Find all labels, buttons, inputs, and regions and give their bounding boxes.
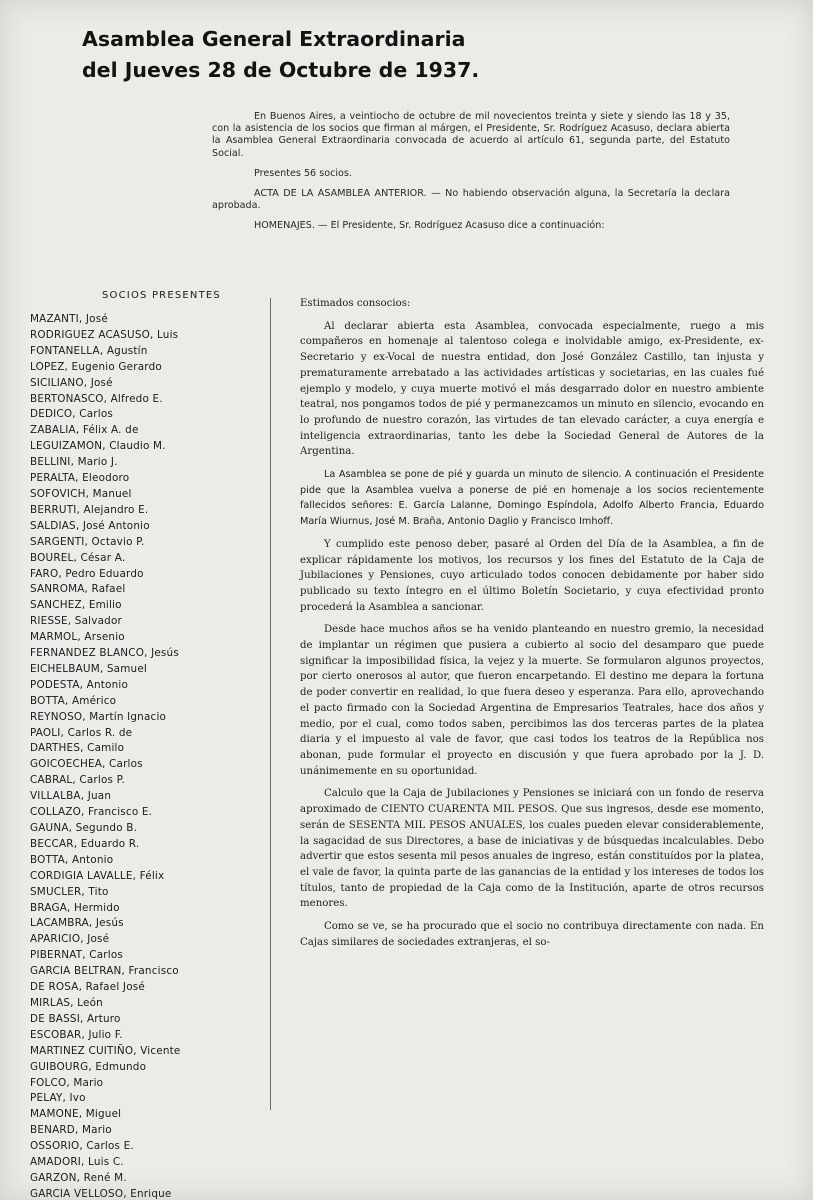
member-name: BERRUTI, Alejandro E. — [30, 503, 149, 516]
member-name: FERNANDEZ BLANCO, Jesús — [30, 647, 179, 660]
member-name: PERALTA, Eleodoro — [30, 472, 130, 485]
member-name: GARZON, René M. — [30, 1171, 127, 1184]
intro-paragraph-opening: En Buenos Aires, a veintiocho de octubre de mil novecientos treinta y siete y siendo las 18 y 35, con la asistencia de los socios que firman al márgen, el Presidente, Sr. Rodríguez Acasuso, declara abierta la Asamblea General Extraordinaria convocada de acuerdo al artículo 61, segunda parte, del Estatuto Social. — [212, 111, 730, 159]
member-name: SMUCLER, Tito — [30, 885, 109, 898]
members-header: SOCIOS PRESENTES — [102, 290, 221, 301]
member-name: MARTINEZ CUITIÑO, Vicente — [30, 1044, 181, 1057]
member-name: BENARD, Mario — [30, 1124, 112, 1137]
member-name: BOUREL, César A. — [30, 551, 126, 564]
member-name: PODESTA, Antonio — [30, 678, 129, 691]
member-name: PELAY, Ivo — [30, 1092, 86, 1105]
member-name: LOPEZ, Eugenio Gerardo — [30, 360, 162, 373]
member-name: REYNOSO, Martín Ignacio — [30, 710, 167, 723]
member-name: BELLINI, Mario J. — [30, 456, 118, 469]
member-name: VILLALBA, Juan — [30, 790, 112, 803]
member-name: FONTANELLA, Agustín — [30, 344, 148, 357]
member-name: OSSORIO, Carlos E. — [30, 1140, 134, 1153]
member-name: CABRAL, Carlos P. — [30, 774, 125, 787]
member-name: SICILIANO, José — [30, 376, 113, 389]
member-name: APARICIO, José — [30, 933, 110, 946]
members-list — [30, 312, 270, 1200]
member-name: SANCHEZ, Emilio — [30, 599, 122, 612]
member-name: DARTHES, Camilo — [30, 742, 125, 755]
member-name: DE BASSI, Arturo — [30, 1012, 121, 1025]
member-name: LACAMBRA, Jesús — [30, 917, 124, 930]
member-name: MIRLAS, León — [30, 996, 103, 1009]
speech-paragraph-1: Al declarar abierta esta Asamblea, convocada especialmente, ruego a mis compañeros en homenaje al talentoso colega e inolvidable amigo, ex-Presidente, ex-Secretario y ex-Vocal de nuestra entidad, don José González Castillo, tan injusta y prematuramente arrebatado a las actividades artísticas y societarias, en las cuales fué ejemplo y modelo, y cuya muerte motivó el más desgarrado dolor en nuestro ambiente teatral, nos pongamos todos de pié y permanezcamos un minuto en silencio, evocando en lo profundo de nuestro corazón, las virtudes de tan elevado carácter, a cuya energía e inteligencia extraordinarias, tanto les debe la Sociedad General de Autores de la Argentina. — [300, 320, 764, 458]
speech-paragraph-2: La Asamblea se pone de pié y guarda un minuto de silencio. A continuación el Presidente pide que la Asamblea vuelva a ponerse de pié en homenaje a los socios recientemente fallecidos señores: E. García Lalanne, Domingo Espíndola, Adolfo Alberto Francia, Eduardo María Wiurnus, José M. Braña, Antonio Daglio y Francisco Imhoff. — [300, 469, 764, 528]
member-name: BECCAR, Eduardo R. — [30, 837, 140, 850]
members-column — [30, 290, 266, 1200]
member-name: ESCOBAR, Julio F. — [30, 1028, 123, 1041]
member-name: BOTTA, Antonio — [30, 853, 114, 866]
member-name: GARCIA BELTRAN, Francisco — [30, 965, 179, 978]
member-name: GUIBOURG, Edmundo — [30, 1060, 147, 1073]
speech-column — [300, 296, 764, 957]
member-name: SANROMA, Rafael — [30, 583, 126, 596]
member-name: BRAGA, Hermido — [30, 901, 120, 914]
member-name: COLLAZO, Francisco E. — [30, 806, 153, 819]
member-name: EICHELBAUM, Samuel — [30, 662, 148, 675]
member-name: GAUNA, Segundo B. — [30, 822, 138, 834]
title-line-1: Asamblea General Extraordinaria — [82, 27, 466, 51]
intro-paragraph-tributes: HOMENAJES. — El Presidente, Sr. Rodríguez Acasuso dice a continuación: — [254, 220, 605, 232]
speech-paragraph-3: Y cumplido este penoso deber, pasaré al Orden del Día de la Asamblea, a fin de explicar rápidamente los motivos, los recursos y los fines del Estatuto de la Caja de Jubilaciones y Pensiones, cuyo articulado todos conocen debidamente por haber sido publicado su texto íntegro en el último Boletín Societario, y cuya efectividad pronto procederá la Asamblea a sancionar. — [300, 538, 764, 613]
member-name: SARGENTI, Octavio P. — [30, 535, 145, 548]
member-name: GOICOECHEA, Carlos — [30, 758, 143, 771]
member-name: PIBERNAT, Carlos — [30, 949, 124, 962]
intro-paragraph-previous-minutes: ACTA DE LA ASAMBLEA ANTERIOR. — No habiendo observación alguna, la Secretaría la declara aprobada. — [212, 188, 730, 212]
member-name: RIESSE, Salvador — [30, 615, 123, 628]
title-line-2: del Jueves 28 de Octubre de 1937. — [82, 58, 480, 82]
column-divider — [270, 298, 271, 1110]
member-name: AMADORI, Luis C. — [30, 1156, 124, 1169]
member-name: MARMOL, Arsenio — [30, 631, 125, 644]
member-name: PAOLI, Carlos R. de — [30, 726, 133, 739]
member-name: SALDIAS, José Antonio — [30, 519, 150, 532]
member-name: DEDICO, Carlos — [30, 408, 114, 421]
member-name: DE ROSA, Rafael José — [30, 981, 145, 994]
member-name: RODRIGUEZ ACASUSO, Luis — [30, 328, 179, 341]
speech-paragraph-4: Desde hace muchos años se ha venido planteando en nuestro gremio, la necesidad de implantar un régimen que pusiera a cubierto al socio del desamparo que puede significar la imposibilidad física, la vejez y la muerte. Se formularon algunos proyectos, por cierto onerosos al autor, que fueron encarpetando. El destino me depara la fortuna de poder convertir en realidad, lo que fuera deseo y esperanza. Para ello, aprovechando el pacto firmado con la Sociedad Argentina de Empresarios Teatrales, hace dos años y medio, por el cual, como todos saben, percibimos las dos terceras partes de la platea diaria y el impuesto al vale de favor, que casi todos los teatros de la República nos abonan, pude formular el proyecto en discusión y que fuera aprobado por la J. D. unánimemente en su oportunidad. — [300, 624, 764, 777]
member-name: GARCIA VELLOSO, Enrique — [30, 1187, 172, 1200]
intro-paragraph-attendance: Presentes 56 socios. — [254, 167, 352, 179]
member-name: SOFOVICH, Manuel — [30, 487, 132, 500]
page-title — [82, 24, 602, 86]
intro-section — [212, 111, 730, 233]
speech-paragraph-5: Calculo que la Caja de Jubilaciones y Pensiones se iniciará con un fondo de reserva aproximado de CIENTO CUARENTA MIL PESOS. Que sus ingresos, desde ese momento, serán de SESENTA MIL PESOS ANUALES, los cuales pueden elevar considerablemente, la sagacidad de sus Directores, a base de iniciativas y de búsquedas incalculables. Debo advertir que estos sesenta mil pesos anuales de ingreso, están constituídos por la platea, el vale de favor, la quinta parte de las ganancias de la entidad y los intereses de todos los títulos, tanto de propiedad de la Caja como de la Institución, aparte de otros recursos menores. — [300, 788, 764, 910]
member-name: CORDIGIA LAVALLE, Félix — [30, 869, 165, 882]
member-name: MAMONE, Miguel — [30, 1108, 122, 1121]
speech-paragraph-6: Como se ve, se ha procurado que el socio no contribuya directamente con nada. En Cajas similares de sociedades extranjeras, el so- — [300, 921, 764, 948]
member-name: BERTONASCO, Alfredo E. — [30, 392, 163, 405]
speech-salutation: Estimados consocios: — [300, 298, 411, 309]
member-name: FARO, Pedro Eduardo — [30, 567, 144, 580]
member-name: BOTTA, Américo — [30, 694, 117, 707]
member-name: ZABALIA, Félix A. de — [30, 424, 139, 437]
member-name: MAZANTI, José — [30, 313, 108, 325]
member-name: FOLCO, Mario — [30, 1076, 104, 1089]
member-name: LEGUIZAMON, Claudio M. — [30, 440, 166, 453]
